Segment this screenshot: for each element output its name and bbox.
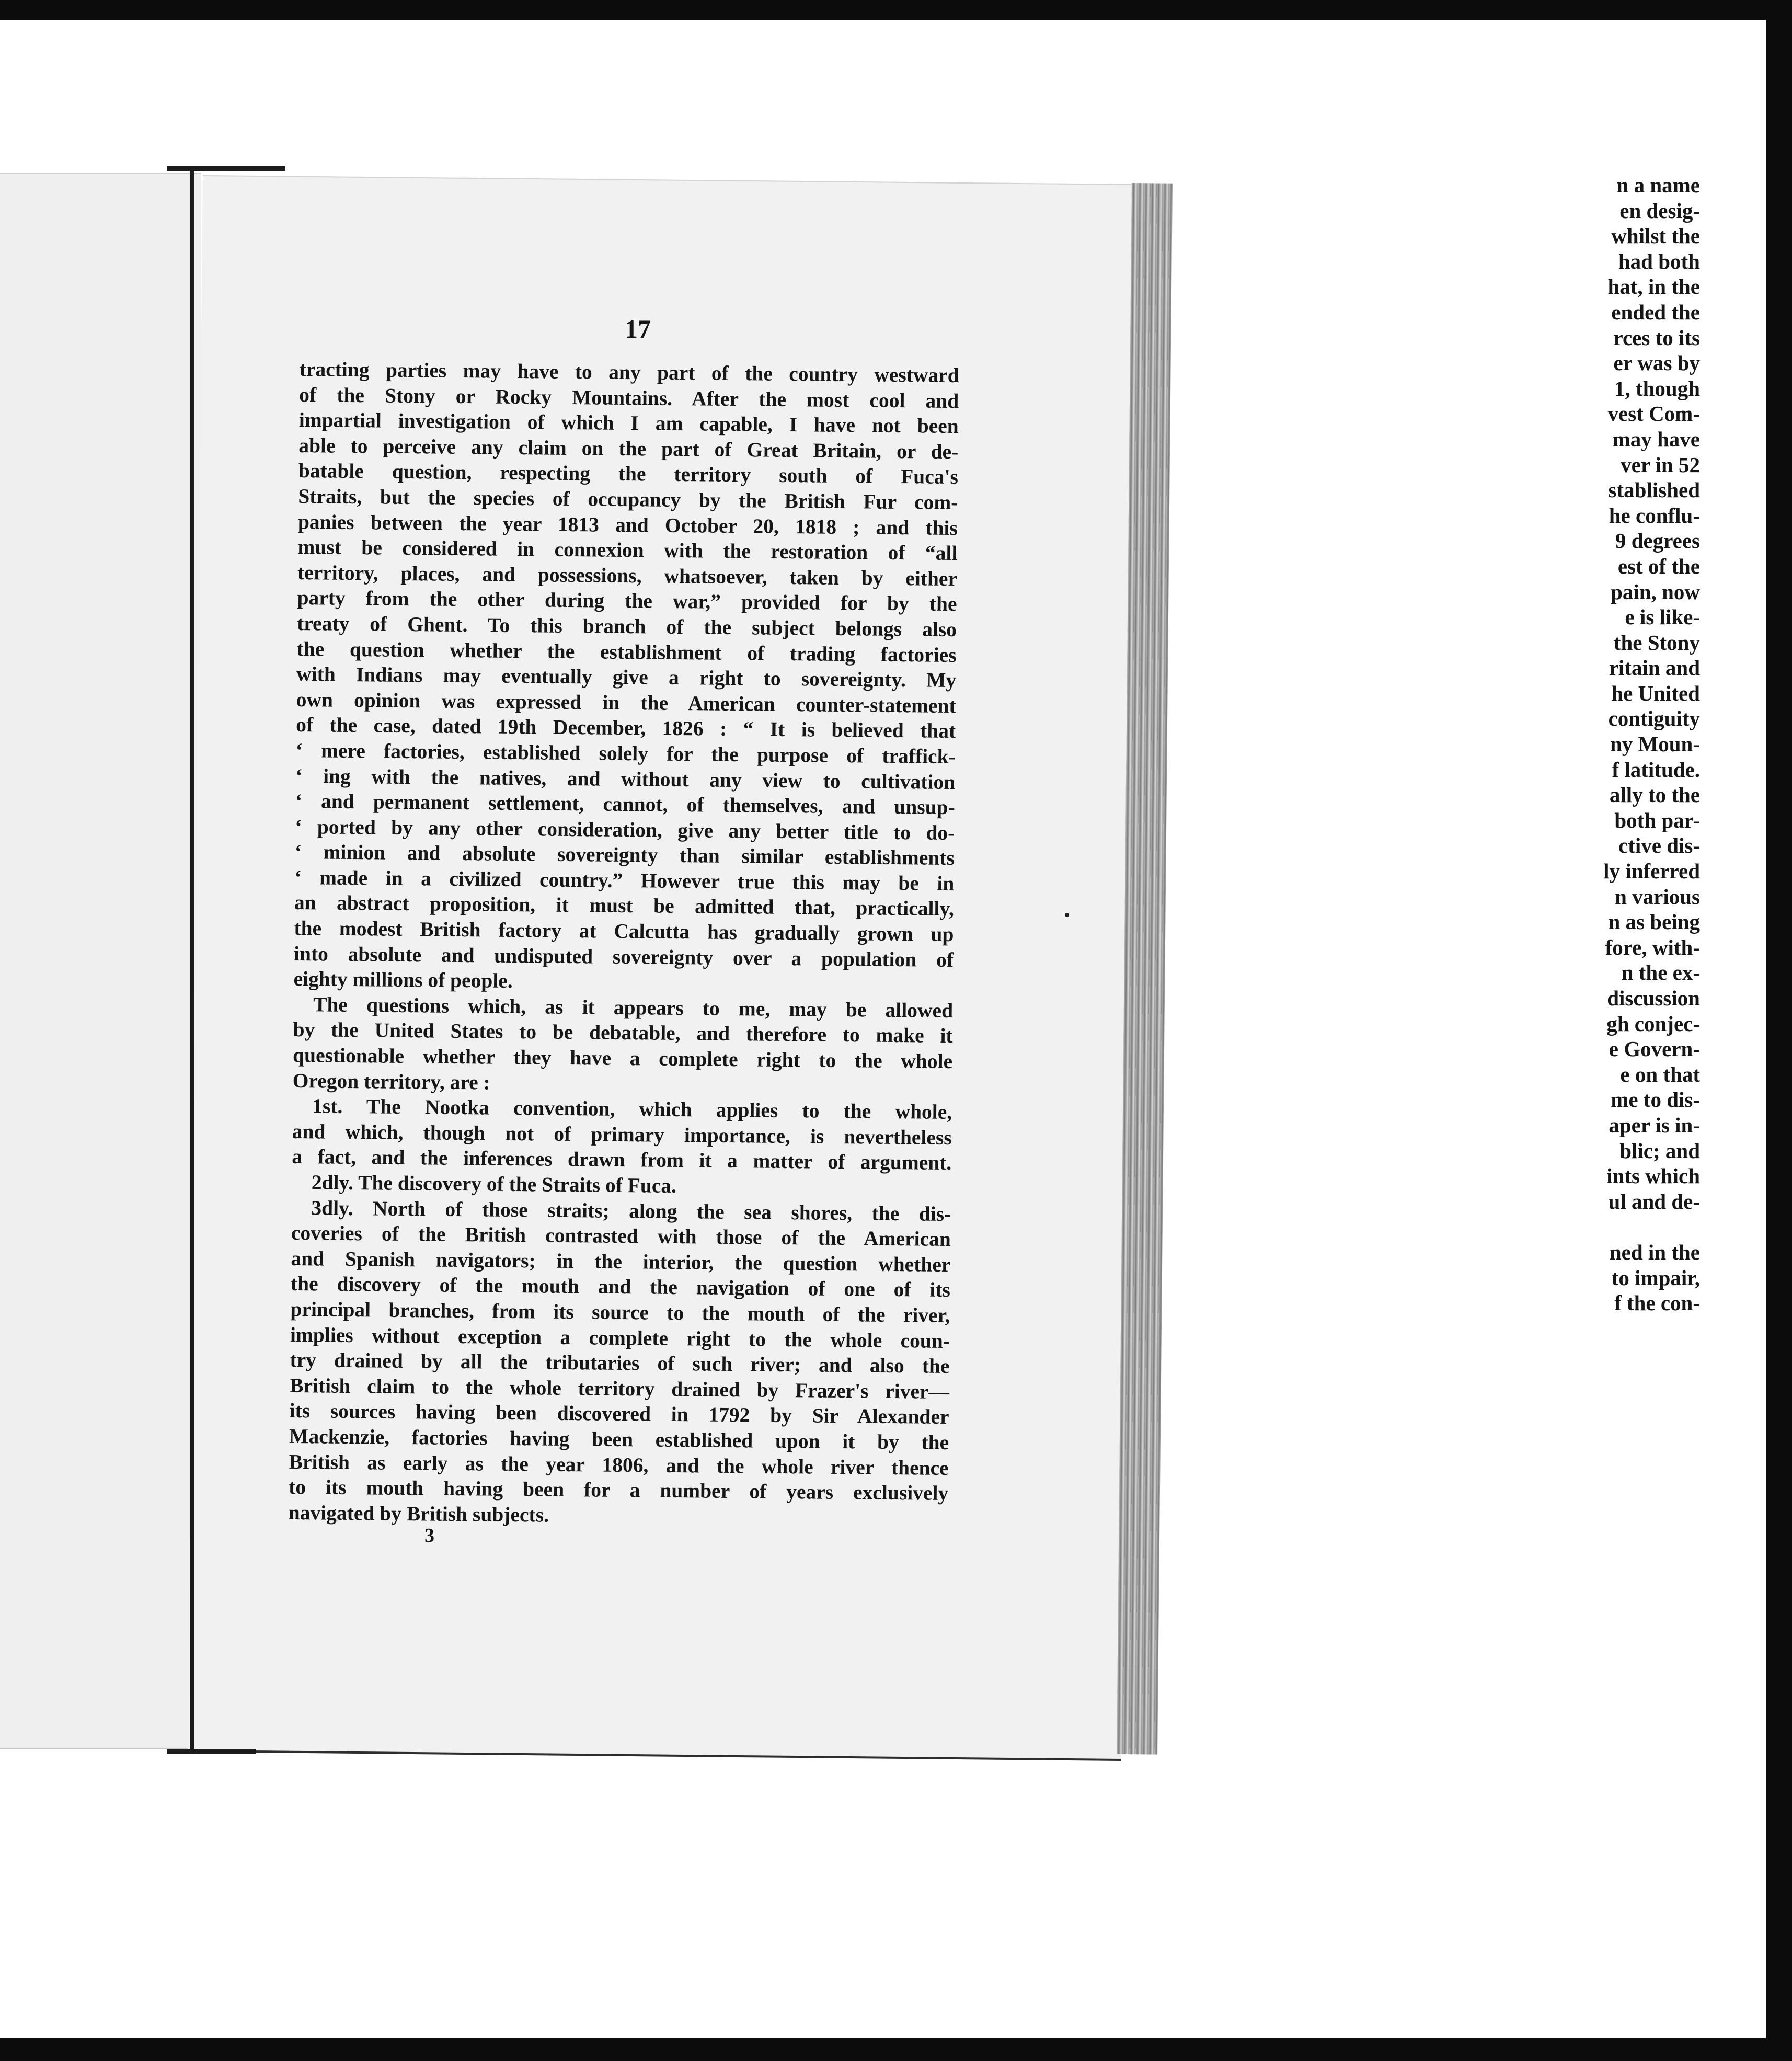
text-line: navigated by British subjects. [288,1501,549,1527]
left-page-line: est of the [1617,554,1700,578]
left-page-line: ly inferred [1603,859,1700,884]
text-line: batable question, respecting the territory south of Fuca's [298,459,959,489]
text-line: the discovery of the mouth and the navigation of one of its [290,1272,951,1302]
left-page-line: stablished [1608,478,1700,502]
left-page-line: 9 degrees [1615,529,1700,553]
left-page-line: n a name [1616,173,1700,197]
text-line: impartial investigation of which I am capable, I have not been [298,408,959,438]
text-line: ‘ ing with the natives, and without any view to cultivation [295,764,956,794]
text-line: treaty of Ghent. To this branch of the subject belongs also [296,611,957,642]
left-page-line: contiguity [1608,706,1700,731]
left-page-line: vest Com- [1607,402,1700,426]
text-line: eighty millions of people. [293,967,513,993]
left-page-line: hat, in the [1607,274,1700,299]
text-line: into absolute and undisputed sovereignty over a population of [293,942,954,971]
left-page-line: had both [1618,249,1700,273]
left-page-line: en desig- [1619,198,1700,223]
left-page-line: n the ex- [1621,960,1700,985]
text-line: and which, though not of primary importance, is nevertheless [292,1119,952,1149]
left-page-line: ints which [1606,1164,1700,1188]
text-line: 3dly. North of those straits; along the sea shores, the dis- [311,1196,951,1226]
text-line: territory, places, and possessions, whatsoever, taken by either [297,560,958,590]
left-page-line: both par- [1614,808,1700,832]
left-page-text [1603,173,1700,1316]
left-page-line: ned in the [1609,1240,1700,1264]
text-line: a fact, and the inferences drawn from it a matter of argument. [292,1145,952,1175]
text-line: ‘ mere factories, established solely for the purpose of traffick- [295,738,956,768]
text-line: principal branches, from its source to the mouth of the river, [290,1297,950,1327]
text-line: Oregon territory, are : [292,1069,490,1094]
text-line: try drained by all the tributaries of such river; and also the [290,1348,950,1378]
text-line: Mackenzie, factories having been established upon it by the [289,1424,949,1454]
text-line: of the case, dated 19th December, 1826 : “ It is believed that [296,713,956,743]
text-line: implies without exception a complete right to the whole coun- [290,1323,950,1353]
left-page-line: pain, now [1611,579,1700,604]
text-line: must be considered in connexion with the restoration of “all [297,535,958,565]
left-page-line: he conflu- [1609,503,1700,528]
left-page-line: fore, with- [1605,935,1700,959]
text-line: coveries of the British contrasted with those of the American [291,1221,951,1251]
left-page-line: whilst the [1611,224,1700,248]
text-line: of the Stony or Rocky Mountains. After the most cool and [299,383,959,413]
text-line: its sources having been discovered in 1792 by Sir Alexander [289,1399,949,1429]
left-page-line: the Stony [1613,630,1700,655]
left-page-line: rces to its [1613,325,1700,350]
text-line: 2dly. The discovery of the Straits of Fuca. [311,1171,677,1197]
left-page-line: e on that [1620,1062,1700,1086]
left-page-line: n as being [1608,910,1700,934]
text-line: own opinion was expressed in the American counter-statement [296,688,956,717]
left-page-line: discussion [1607,986,1700,1010]
page-body-text [289,357,959,1531]
left-page-line: aper is in- [1609,1113,1700,1137]
text-line: ‘ and permanent settlement, cannot, of themselves, and unsup- [295,789,955,819]
text-line: The questions which, as it appears to me, may be allowed [313,993,954,1022]
left-page-line: he United [1611,681,1700,705]
left-page-line: ctive dis- [1618,833,1700,858]
scan-border-bottom [0,2038,1792,2061]
left-page-line: blic; and [1619,1138,1700,1163]
text-line: Straits, but the species of occupancy by the British Fur com- [298,484,958,514]
gutter-top-tick [167,166,285,171]
text-line: and Spanish navigators; in the interior, the question whether [291,1246,951,1276]
left-page-line: ny Moun- [1610,732,1700,757]
text-line: the question whether the establishment of trading factories [296,637,957,667]
ink-speck [1065,913,1069,917]
text-line: by the United States to be debatable, and therefore to make it [293,1018,953,1048]
text-line: British claim to the whole territory drained by Frazer's river— [289,1373,950,1403]
gutter-bottom-tick [167,1749,256,1754]
text-line: party from the other during the war,” provided for by the [297,586,957,616]
left-facing-page [0,173,201,1749]
left-page-line: gh conjec- [1606,1011,1700,1036]
left-page-line: to impair, [1611,1265,1700,1290]
left-page-line: ul and de- [1608,1189,1700,1213]
scan-border-top [0,0,1767,20]
left-page-line: f latitude. [1612,757,1700,782]
page-number: 17 [625,314,651,344]
text-line: ‘ minion and absolute sovereignty than similar establishments [294,840,955,870]
left-page-line: me to dis- [1611,1087,1700,1112]
scan-border-right [1766,0,1792,2061]
left-page-line: e is like- [1625,605,1700,629]
left-page-line [1603,1214,1700,1240]
left-page-line: n various [1615,884,1700,909]
left-page-line: e Govern- [1609,1037,1700,1061]
left-page-line: may have [1612,427,1700,451]
text-line: British as early as the year 1806, and the whole river thence [289,1450,949,1480]
book-gutter-line [190,168,194,1753]
text-line: with Indians may eventually give a right to sovereignty. My [296,662,957,692]
text-line: questionable whether they have a complete right to the whole [292,1043,953,1073]
left-page-line: f the con- [1614,1291,1700,1315]
text-line: able to perceive any claim on the part of Great Britain, or de- [298,433,959,463]
left-page-line: 1, though [1614,376,1700,400]
text-line: ‘ ported by any other consideration, give any better title to do- [295,815,955,844]
left-page-line: er was by [1613,351,1700,375]
text-line: tracting parties may have to any part of the country westward [299,357,959,387]
text-line: ‘ made in a civilized country.” However true this may be in [294,865,955,895]
text-line: to its mouth having been for a number of years exclusively [289,1475,949,1505]
left-page-line: ally to the [1609,783,1700,807]
text-line: an abstract proposition, it must be admitted that, practically, [294,891,955,921]
left-page-line: ended the [1611,300,1700,324]
text-line: the modest British factory at Calcutta has gradually grown up [294,917,954,946]
left-page-line: ritain and [1609,656,1700,680]
left-page-line: ver in 52 [1621,452,1700,477]
text-line: panies between the year 1813 and October 20, 1818 ; and this [297,510,958,540]
signature-mark: 3 [424,1525,434,1547]
text-line: 1st. The Nootka convention, which applies to the whole, [312,1094,952,1124]
